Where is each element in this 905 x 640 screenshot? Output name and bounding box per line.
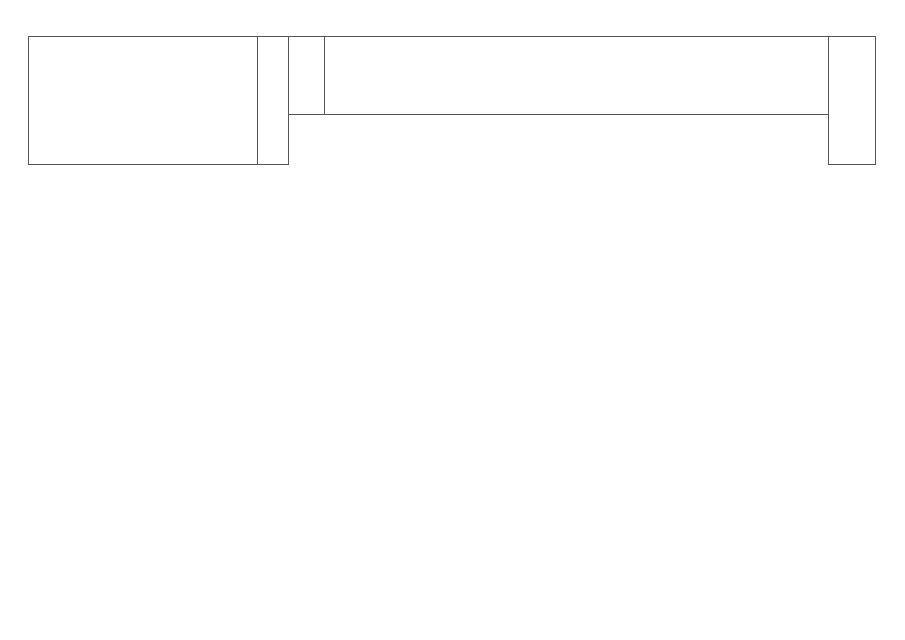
header-task-number: [828, 37, 875, 165]
document-sheet: [28, 36, 876, 165]
header-plan-values: [324, 37, 828, 115]
indicator-header: [29, 37, 876, 165]
plan-table: [28, 36, 876, 165]
header-indicator: [29, 37, 258, 165]
header-estimate: [288, 37, 324, 115]
header-base-value: [258, 37, 289, 165]
